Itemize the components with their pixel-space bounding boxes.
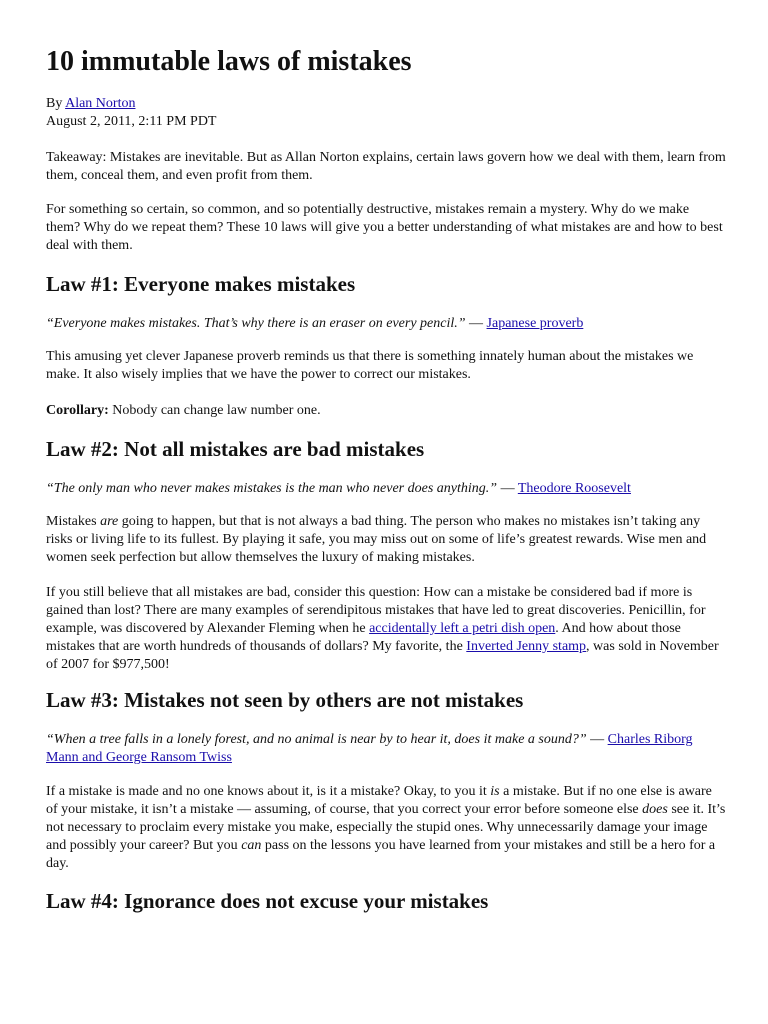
article-title: 10 immutable laws of mistakes — [46, 46, 412, 77]
byline — [46, 95, 726, 113]
law1-quote-dash: — — [465, 316, 487, 331]
petri-dish-link[interactable]: accidentally left a petri dish open — [369, 621, 556, 636]
law3-emphasis-2: does — [642, 802, 668, 817]
law3-emphasis-3: can — [241, 838, 262, 853]
law3-text-a: If a mistake is made and no one knows about it, is it a mistake? Okay, to you it — [46, 784, 491, 799]
law2-p2-text-c: , was sold in November of 2007 for $977,500! — [46, 639, 719, 672]
law3-text-d: pass on the lessons you have learned from your mistakes and still be a hero for a day. — [46, 838, 716, 871]
law3-source-link[interactable]: Charles Riborg Mann and George Ransom Twiss — [46, 732, 693, 765]
byline-prefix: By — [46, 96, 66, 111]
law1-quote-text: “Everyone makes mistakes. That’s why there is an eraser on every pencil.” — [46, 316, 466, 331]
law2-p1-text-b: going to happen, but that is not always a bad thing. The person who makes no mistakes isn’t taking any risks or living life to its fullest. By playing it safe, you may miss out on some of life’s greatest rewards. Wise men and women seek perfection but allow themselves the luxury of making mistakes. — [46, 514, 707, 565]
law2-quote-dash: — — [497, 481, 518, 496]
law1-corollary — [46, 402, 726, 420]
law1-heading: Law #1: Everyone makes mistakes — [46, 272, 356, 296]
law2-paragraph-1 — [46, 513, 726, 567]
law3-text-b: a mistake. But if no one else is aware of your mistake, it isn’t a mistake — assuming, of course, that you correct your error before someone else — [46, 784, 712, 817]
inverted-jenny-link[interactable]: Inverted Jenny stamp — [466, 639, 587, 654]
law2-heading: Law #2: Not all mistakes are bad mistakes — [46, 437, 425, 461]
law2-p1-text-a: Mistakes — [46, 514, 101, 529]
law1-quote — [46, 315, 726, 333]
law3-quote — [46, 731, 726, 767]
law3-quote-dash: — — [586, 732, 608, 747]
law2-paragraph-2 — [46, 584, 726, 674]
law1-source-link[interactable]: Japanese proverb — [486, 316, 584, 331]
law2-p2-text-a: If you still believe that all mistakes are bad, consider this question: How can a mistake be considered bad if more is gained than lost? There are many examples of serendipitous mistakes that have led to great discoveries. Penicillin, for example, was discovered by Alexander Fleming when he — [46, 585, 706, 636]
takeaway-paragraph: Takeaway: Mistakes are inevitable. But as Allan Norton explains, certain laws govern how we deal with them, learn from them, conceal them, and even profit from them. — [46, 150, 726, 183]
law2-quote-text: “The only man who never makes mistakes is the man who never does anything.” — [46, 481, 498, 496]
intro-paragraph: For something so certain, so common, and so potentially destructive, mistakes remain a mystery. Why do we make them? Why do we repeat them? These 10 laws will give you a better understanding of what mistakes are and how to best deal with them. — [46, 202, 723, 253]
law2-p2-text-b: . And how about those mistakes that are worth hundreds of thousands of dollars? My favorite, the — [46, 621, 681, 654]
corollary-text: Nobody can change law number one. — [108, 403, 321, 418]
law3-text-c: see it. It’s not necessary to proclaim every mistake you make, especially the stupid ones. Why unnecessarily damage your image and possibly your career? But you — [46, 802, 726, 853]
law2-quote — [46, 480, 726, 498]
author-link[interactable]: Alan Norton — [65, 96, 136, 111]
law3-body — [46, 783, 726, 873]
law4-heading: Law #4: Ignorance does not excuse your mistakes — [46, 889, 489, 913]
law2-source-link[interactable]: Theodore Roosevelt — [517, 481, 631, 496]
law3-emphasis-1: is — [490, 784, 500, 799]
law3-heading: Law #3: Mistakes not seen by others are not mistakes — [46, 688, 524, 712]
law3-quote-text: “When a tree falls in a lonely forest, and no animal is near by to hear it, does it make a sound?” — [46, 732, 587, 747]
publish-date: August 2, 2011, 2:11 PM PDT — [46, 114, 217, 129]
law1-body: This amusing yet clever Japanese proverb reminds us that there is something innately human about the mistakes we make. It also wisely implies that we have the power to correct our mistakes. — [46, 349, 694, 382]
corollary-label: Corollary: — [46, 403, 109, 418]
law2-p1-emphasis: are — [100, 514, 119, 529]
